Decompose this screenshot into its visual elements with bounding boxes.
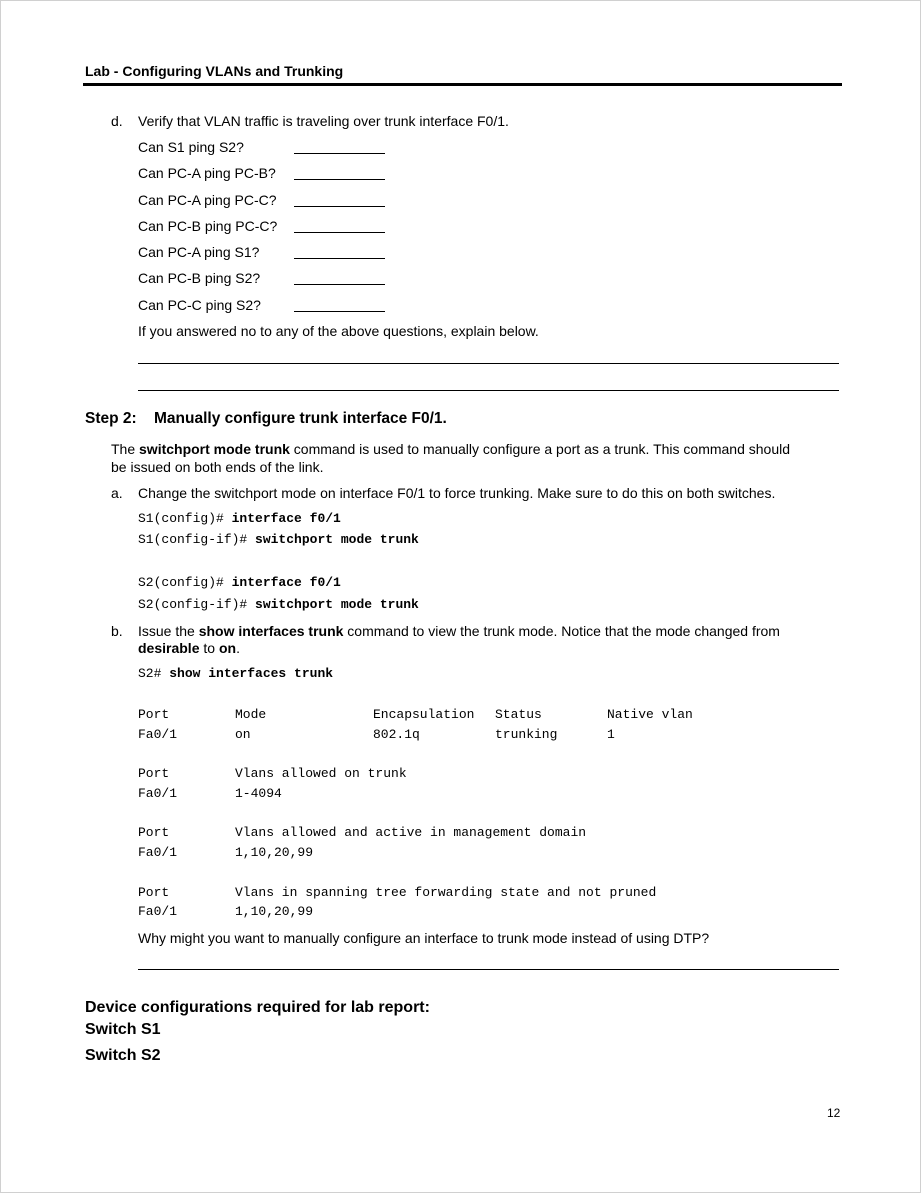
step-intro-line1: The switchport mode trunk command is used to manually configure a port as a trunk. This command should [111,441,791,457]
question-s1-s2: Can S1 ping S2? [138,139,244,155]
part-b-marker: b. [111,623,123,639]
page-header-title: Lab - Configuring VLANs and Trunking [85,63,344,79]
answer-line[interactable] [138,390,839,391]
part-d-text: Verify that VLAN traffic is traveling over trunk interface F0/1. [138,113,509,129]
question-pcc-s2: Can PC-C ping S2? [138,297,261,313]
output-cell: on [235,727,251,742]
part-d-marker: d. [111,113,123,129]
question-pca-pcb: Can PC-A ping PC-B? [138,165,276,181]
step-number: Step 2: [85,410,137,427]
switch-s1-heading: Switch S1 [85,1021,161,1038]
part-a-marker: a. [111,485,123,501]
cli-line: S1(config-if)# switchport mode trunk [138,532,419,547]
answer-blank[interactable] [294,179,385,180]
explain-prompt: If you answered no to any of the above questions, explain below. [138,323,539,339]
page-number: 12 [827,1106,841,1120]
cli-line: S1(config)# interface f0/1 [138,511,341,526]
output-cell: 1-4094 [235,786,282,801]
output-cell: 1,10,20,99 [235,904,314,919]
output-cell: Fa0/1 [138,727,178,742]
step-title: Manually configure trunk interface F0/1. [154,410,447,427]
answer-line[interactable] [138,969,839,970]
output-cell: Port [138,825,170,840]
question-pca-s1: Can PC-A ping S1? [138,244,260,260]
question-pca-pcc: Can PC-A ping PC-C? [138,192,277,208]
part-b-line2: desirable to on. [138,640,240,656]
part-b-line1: Issue the show interfaces trunk command to view the trunk mode. Notice that the mode changed from [138,623,780,639]
device-config-title: Device configurations required for lab report: [85,999,430,1016]
answer-blank[interactable] [294,232,385,233]
answer-blank[interactable] [294,206,385,207]
step-intro-line2: be issued on both ends of the link. [111,459,324,475]
answer-line[interactable] [138,363,839,364]
output-cell: Vlans allowed on trunk [235,766,407,781]
output-cell: Fa0/1 [138,786,178,801]
output-cell: 1,10,20,99 [235,845,314,860]
output-cell: Status [495,707,542,722]
switch-s2-heading: Switch S2 [85,1047,161,1064]
answer-blank[interactable] [294,258,385,259]
output-cell: Port [138,885,170,900]
question-pcb-s2: Can PC-B ping S2? [138,270,261,286]
output-cell: 802.1q [373,727,420,742]
answer-blank[interactable] [294,153,385,154]
output-cell: Fa0/1 [138,845,178,860]
answer-blank[interactable] [294,284,385,285]
cli-line: S2(config-if)# switchport mode trunk [138,597,419,612]
question-pcb-pcc: Can PC-B ping PC-C? [138,218,278,234]
dtp-question: Why might you want to manually configure an interface to trunk mode instead of using DTP? [138,930,710,946]
output-cell: Vlans allowed and active in management domain [235,825,587,840]
output-cell: 1 [607,727,615,742]
output-cell: Mode [235,707,267,722]
cli-line: S2(config)# interface f0/1 [138,575,341,590]
output-cell: Vlans in spanning tree forwarding state and not pruned [235,885,657,900]
output-cell: Port [138,707,170,722]
output-cell: trunking [495,727,558,742]
output-cell: Encapsulation [373,707,475,722]
part-a-text: Change the switchport mode on interface F0/1 to force trunking. Make sure to do this on both switches. [138,485,776,501]
output-cell: Port [138,766,170,781]
answer-blank[interactable] [294,311,385,312]
output-cell: Fa0/1 [138,904,178,919]
header-rule [83,83,842,86]
output-cell: Native vlan [607,707,693,722]
cli-line: S2# show interfaces trunk [138,666,334,681]
